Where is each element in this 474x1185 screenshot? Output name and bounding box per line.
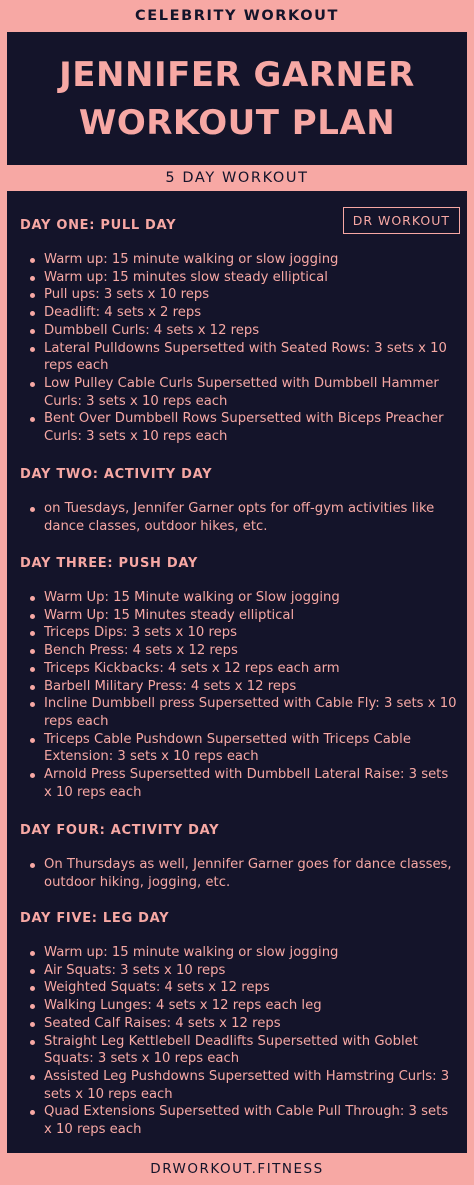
list-item: Bench Press: 4 sets x 12 reps: [20, 642, 459, 660]
content-panel: [7, 191, 467, 1153]
list-item: Straight Leg Kettlebell Deadlifts Supersetted with Goblet Squats: 3 sets x 10 reps each: [20, 1033, 459, 1068]
section-day-five: [20, 910, 459, 1139]
subtitle-text: 5 DAY WORKOUT: [165, 170, 309, 186]
page-title-line-2: WORKOUT PLAN: [78, 102, 396, 143]
exercise-list: [20, 251, 459, 446]
list-item: On Thursdays as well, Jennifer Garner goes for dance classes, outdoor hiking, jogging, etc.: [20, 856, 459, 891]
list-item: Warm Up: 15 Minutes steady elliptical: [20, 607, 459, 625]
exercise-list: [20, 589, 459, 801]
list-item: Triceps Kickbacks: 4 sets x 12 reps each arm: [20, 660, 459, 678]
list-item: Incline Dumbbell press Supersetted with Cable Fly: 3 sets x 10 reps each: [20, 695, 459, 730]
footer: [0, 1153, 474, 1185]
section-day-two: [20, 466, 459, 535]
list-item: on Tuesdays, Jennifer Garner opts for off-gym activities like dance classes, outdoor hikes, etc.: [20, 500, 459, 535]
section-heading: DAY THREE: PUSH DAY: [20, 556, 198, 571]
list-item: Dumbbell Curls: 4 sets x 12 reps: [20, 322, 459, 340]
section-heading: DAY FIVE: LEG DAY: [20, 911, 170, 926]
section-heading: DAY FOUR: ACTIVITY DAY: [20, 823, 220, 838]
section-day-three: [20, 555, 459, 801]
list-item: Pull ups: 3 sets x 10 reps: [20, 286, 459, 304]
section-heading: DAY TWO: ACTIVITY DAY: [20, 467, 213, 482]
subtitle-banner: [0, 165, 474, 191]
list-item: Quad Extensions Supersetted with Cable Pull Through: 3 sets x 10 reps each: [20, 1103, 459, 1138]
top-banner: [0, 0, 474, 32]
list-item: Warm up: 15 minute walking or slow jogging: [20, 251, 459, 269]
list-item: Triceps Cable Pushdown Supersetted with Triceps Cable Extension: 3 sets x 10 reps each: [20, 731, 459, 766]
list-item: Weighted Squats: 4 sets x 12 reps: [20, 979, 459, 997]
section-heading: DAY ONE: PULL DAY: [20, 218, 177, 233]
list-item: Bent Over Dumbbell Rows Supersetted with Biceps Preacher Curls: 3 sets x 10 reps each: [20, 410, 459, 445]
list-item: Assisted Leg Pushdowns Supersetted with Hamstring Curls: 3 sets x 10 reps each: [20, 1068, 459, 1103]
list-item: Walking Lunges: 4 sets x 12 reps each leg: [20, 997, 459, 1015]
footer-url: DRWORKOUT.FITNESS: [150, 1161, 324, 1177]
list-item: Arnold Press Supersetted with Dumbbell Lateral Raise: 3 sets x 10 reps each: [20, 766, 459, 801]
section-day-four: [20, 822, 459, 891]
brand-badge: DR WORKOUT: [343, 207, 460, 234]
list-item: Warm up: 15 minute walking or slow jogging: [20, 944, 459, 962]
list-item: Low Pulley Cable Curls Supersetted with Dumbbell Hammer Curls: 3 sets x 10 reps each: [20, 375, 459, 410]
list-item: Warm up: 15 minutes slow steady elliptical: [20, 269, 459, 287]
activity-list: [20, 500, 459, 535]
list-item: Deadlift: 4 sets x 2 reps: [20, 304, 459, 322]
title-box: [7, 32, 467, 165]
activity-list: [20, 856, 459, 891]
list-item: Triceps Dips: 3 sets x 10 reps: [20, 624, 459, 642]
exercise-list: [20, 944, 459, 1139]
section-day-one: [20, 217, 459, 446]
list-item: Warm Up: 15 Minute walking or Slow jogging: [20, 589, 459, 607]
list-item: Barbell Military Press: 4 sets x 12 reps: [20, 678, 459, 696]
list-item: Lateral Pulldowns Supersetted with Seated Rows: 3 sets x 10 reps each: [20, 340, 459, 375]
banner-text: CELEBRITY WORKOUT: [134, 8, 339, 24]
list-item: Air Squats: 3 sets x 10 reps: [20, 962, 459, 980]
list-item: Seated Calf Raises: 4 sets x 12 reps: [20, 1015, 459, 1033]
page-title-line-1: JENNIFER GARNER: [59, 54, 415, 95]
